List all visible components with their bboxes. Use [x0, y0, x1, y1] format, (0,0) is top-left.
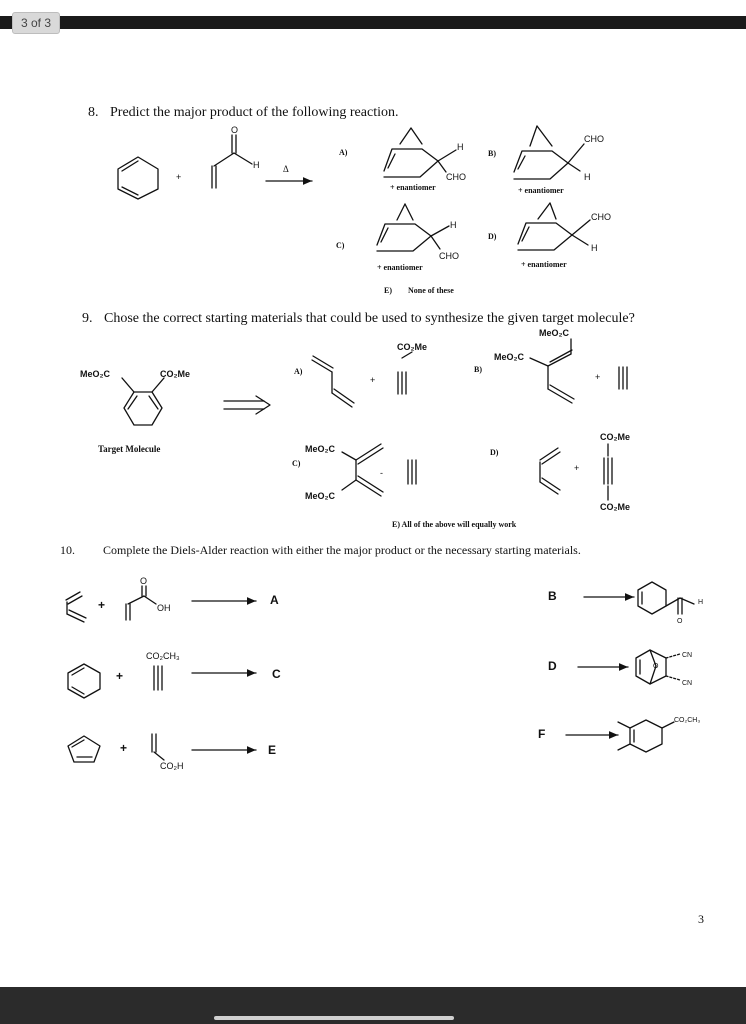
q9-option-b-structure[interactable]: [530, 339, 627, 403]
q8-acrolein: [212, 135, 252, 188]
q10-row-c-alkyne: [154, 666, 162, 690]
q9-a-plus: +: [370, 375, 376, 385]
q9-option-a-structure[interactable]: [312, 352, 412, 407]
q8-c-enantiomer: + enantiomer: [377, 263, 423, 272]
q9-d-co2me-top: CO₂Me: [600, 432, 631, 442]
q8-a-cho: CHO: [446, 172, 466, 182]
q9-option-d-label[interactable]: D): [490, 448, 499, 457]
q8-c-h: H: [450, 220, 457, 230]
q8-aldehyde-h: H: [253, 160, 260, 170]
q8-d-cho: CHO: [591, 212, 611, 222]
q9-retrosynthesis-arrow: [224, 396, 270, 414]
q8-cyclohexadiene: [118, 157, 158, 199]
q10-a-oh: OH: [157, 603, 171, 613]
q8-a-h: H: [457, 142, 464, 152]
q8-prompt: Predict the major product of the following reaction.: [110, 105, 399, 120]
q10-number: 10.: [60, 543, 75, 557]
q10-a-plus: +: [98, 598, 106, 612]
q8-option-a-structure[interactable]: [384, 128, 456, 177]
q8-option-d-structure[interactable]: [518, 203, 590, 250]
q10-e-plus: +: [120, 741, 128, 755]
q9-c-meo2c-top: MeO₂C: [305, 444, 336, 454]
q9-c-minus: -: [380, 468, 383, 478]
q8-b-h: H: [584, 172, 591, 182]
q9-c-meo2c-bottom: MeO₂C: [305, 491, 336, 501]
q10-answer-d[interactable]: D: [548, 659, 557, 673]
q8-d-h: H: [591, 243, 598, 253]
q9-number: 9.: [82, 311, 93, 326]
q10-row-e-cyclopentadiene: [68, 736, 100, 762]
q10-answer-b[interactable]: B: [548, 589, 557, 603]
page-number: 3: [698, 912, 704, 926]
q10-d-cn-bottom: CN: [682, 680, 693, 687]
q8-heat-label: Δ: [283, 164, 289, 174]
q9-option-e[interactable]: E) All of the above will equally work: [392, 520, 517, 529]
q9-option-b-label[interactable]: B): [474, 365, 482, 374]
q10-b-o: O: [677, 618, 683, 625]
q8-number: 8.: [88, 105, 99, 120]
q8-option-e-text[interactable]: None of these: [408, 286, 454, 295]
q8-d-enantiomer: + enantiomer: [521, 260, 567, 269]
q8-plus: +: [176, 172, 182, 182]
q10-answer-f[interactable]: F: [538, 727, 546, 741]
q9-a-co2me: CO₂Me: [397, 342, 428, 352]
q10-b-h: H: [698, 599, 704, 606]
q10-answer-c[interactable]: C: [272, 667, 281, 681]
q8-aldehyde-o: O: [231, 125, 239, 135]
q9-d-plus: +: [574, 463, 580, 473]
q9-option-c-structure[interactable]: [342, 444, 416, 496]
q9-option-c-label[interactable]: C): [292, 459, 301, 468]
q9-b-meo2c: MeO₂C: [494, 352, 525, 362]
q8-option-e-label[interactable]: E): [384, 286, 392, 295]
q9-b-plus: +: [595, 372, 601, 382]
q10-a-o: O: [140, 576, 148, 586]
page-indicator[interactable]: 3 of 3: [12, 12, 60, 34]
q10-row-a-butadiene: [66, 592, 86, 622]
q8-b-cho: CHO: [584, 134, 604, 144]
q8-option-d-label[interactable]: D): [488, 232, 497, 241]
q8-b-enantiomer: + enantiomer: [518, 186, 564, 195]
q9-option-a-label[interactable]: A): [294, 367, 303, 376]
q10-d-cn-top: CN: [682, 652, 693, 659]
q10-answer-e[interactable]: E: [268, 743, 277, 757]
q8-option-b-label[interactable]: B): [488, 149, 496, 158]
q10-prompt: Complete the Diels-Alder reaction with either the major product or the necessary starting materials.: [103, 543, 581, 557]
q10-f-product: [618, 720, 674, 752]
q8-option-c-label[interactable]: C): [336, 241, 345, 250]
q8-option-a-label[interactable]: A): [339, 148, 348, 157]
q10-row-c-cyclohexadiene: [68, 664, 100, 698]
q10-b-product: [638, 582, 694, 614]
q9-target-co2me: CO₂Me: [160, 369, 191, 379]
q10-row-e-acrylic-acid: [152, 734, 164, 760]
q9-d-co2me-bottom: CO₂Me: [600, 502, 631, 512]
q10-f-co2ch3: CO₂CH₃: [674, 717, 701, 724]
q10-row-a-acrylic-acid: [126, 586, 156, 620]
q9-target-label: Target Molecule: [98, 444, 161, 454]
q8-a-enantiomer: + enantiomer: [390, 183, 436, 192]
home-indicator[interactable]: [214, 1016, 454, 1020]
q8-option-c-structure[interactable]: [377, 204, 449, 251]
q10-c-plus: +: [116, 669, 124, 683]
q9-prompt: Chose the correct starting materials that could be used to synthesize the given target molecule?: [104, 311, 635, 326]
q10-e-co2h: CO₂H: [160, 761, 184, 771]
q9-b-meo2c-2: MeO₂C: [539, 328, 570, 338]
q10-answer-a[interactable]: A: [270, 593, 279, 607]
q8-c-cho: CHO: [439, 251, 459, 261]
q10-d-bridge-o: O: [653, 663, 659, 670]
q8-option-b-structure[interactable]: [514, 126, 584, 179]
q10-c-co2ch3: CO₂CH₃: [146, 651, 180, 661]
q9-target-meo2c: MeO₂C: [80, 369, 111, 379]
q9-target-molecule: [122, 378, 164, 425]
